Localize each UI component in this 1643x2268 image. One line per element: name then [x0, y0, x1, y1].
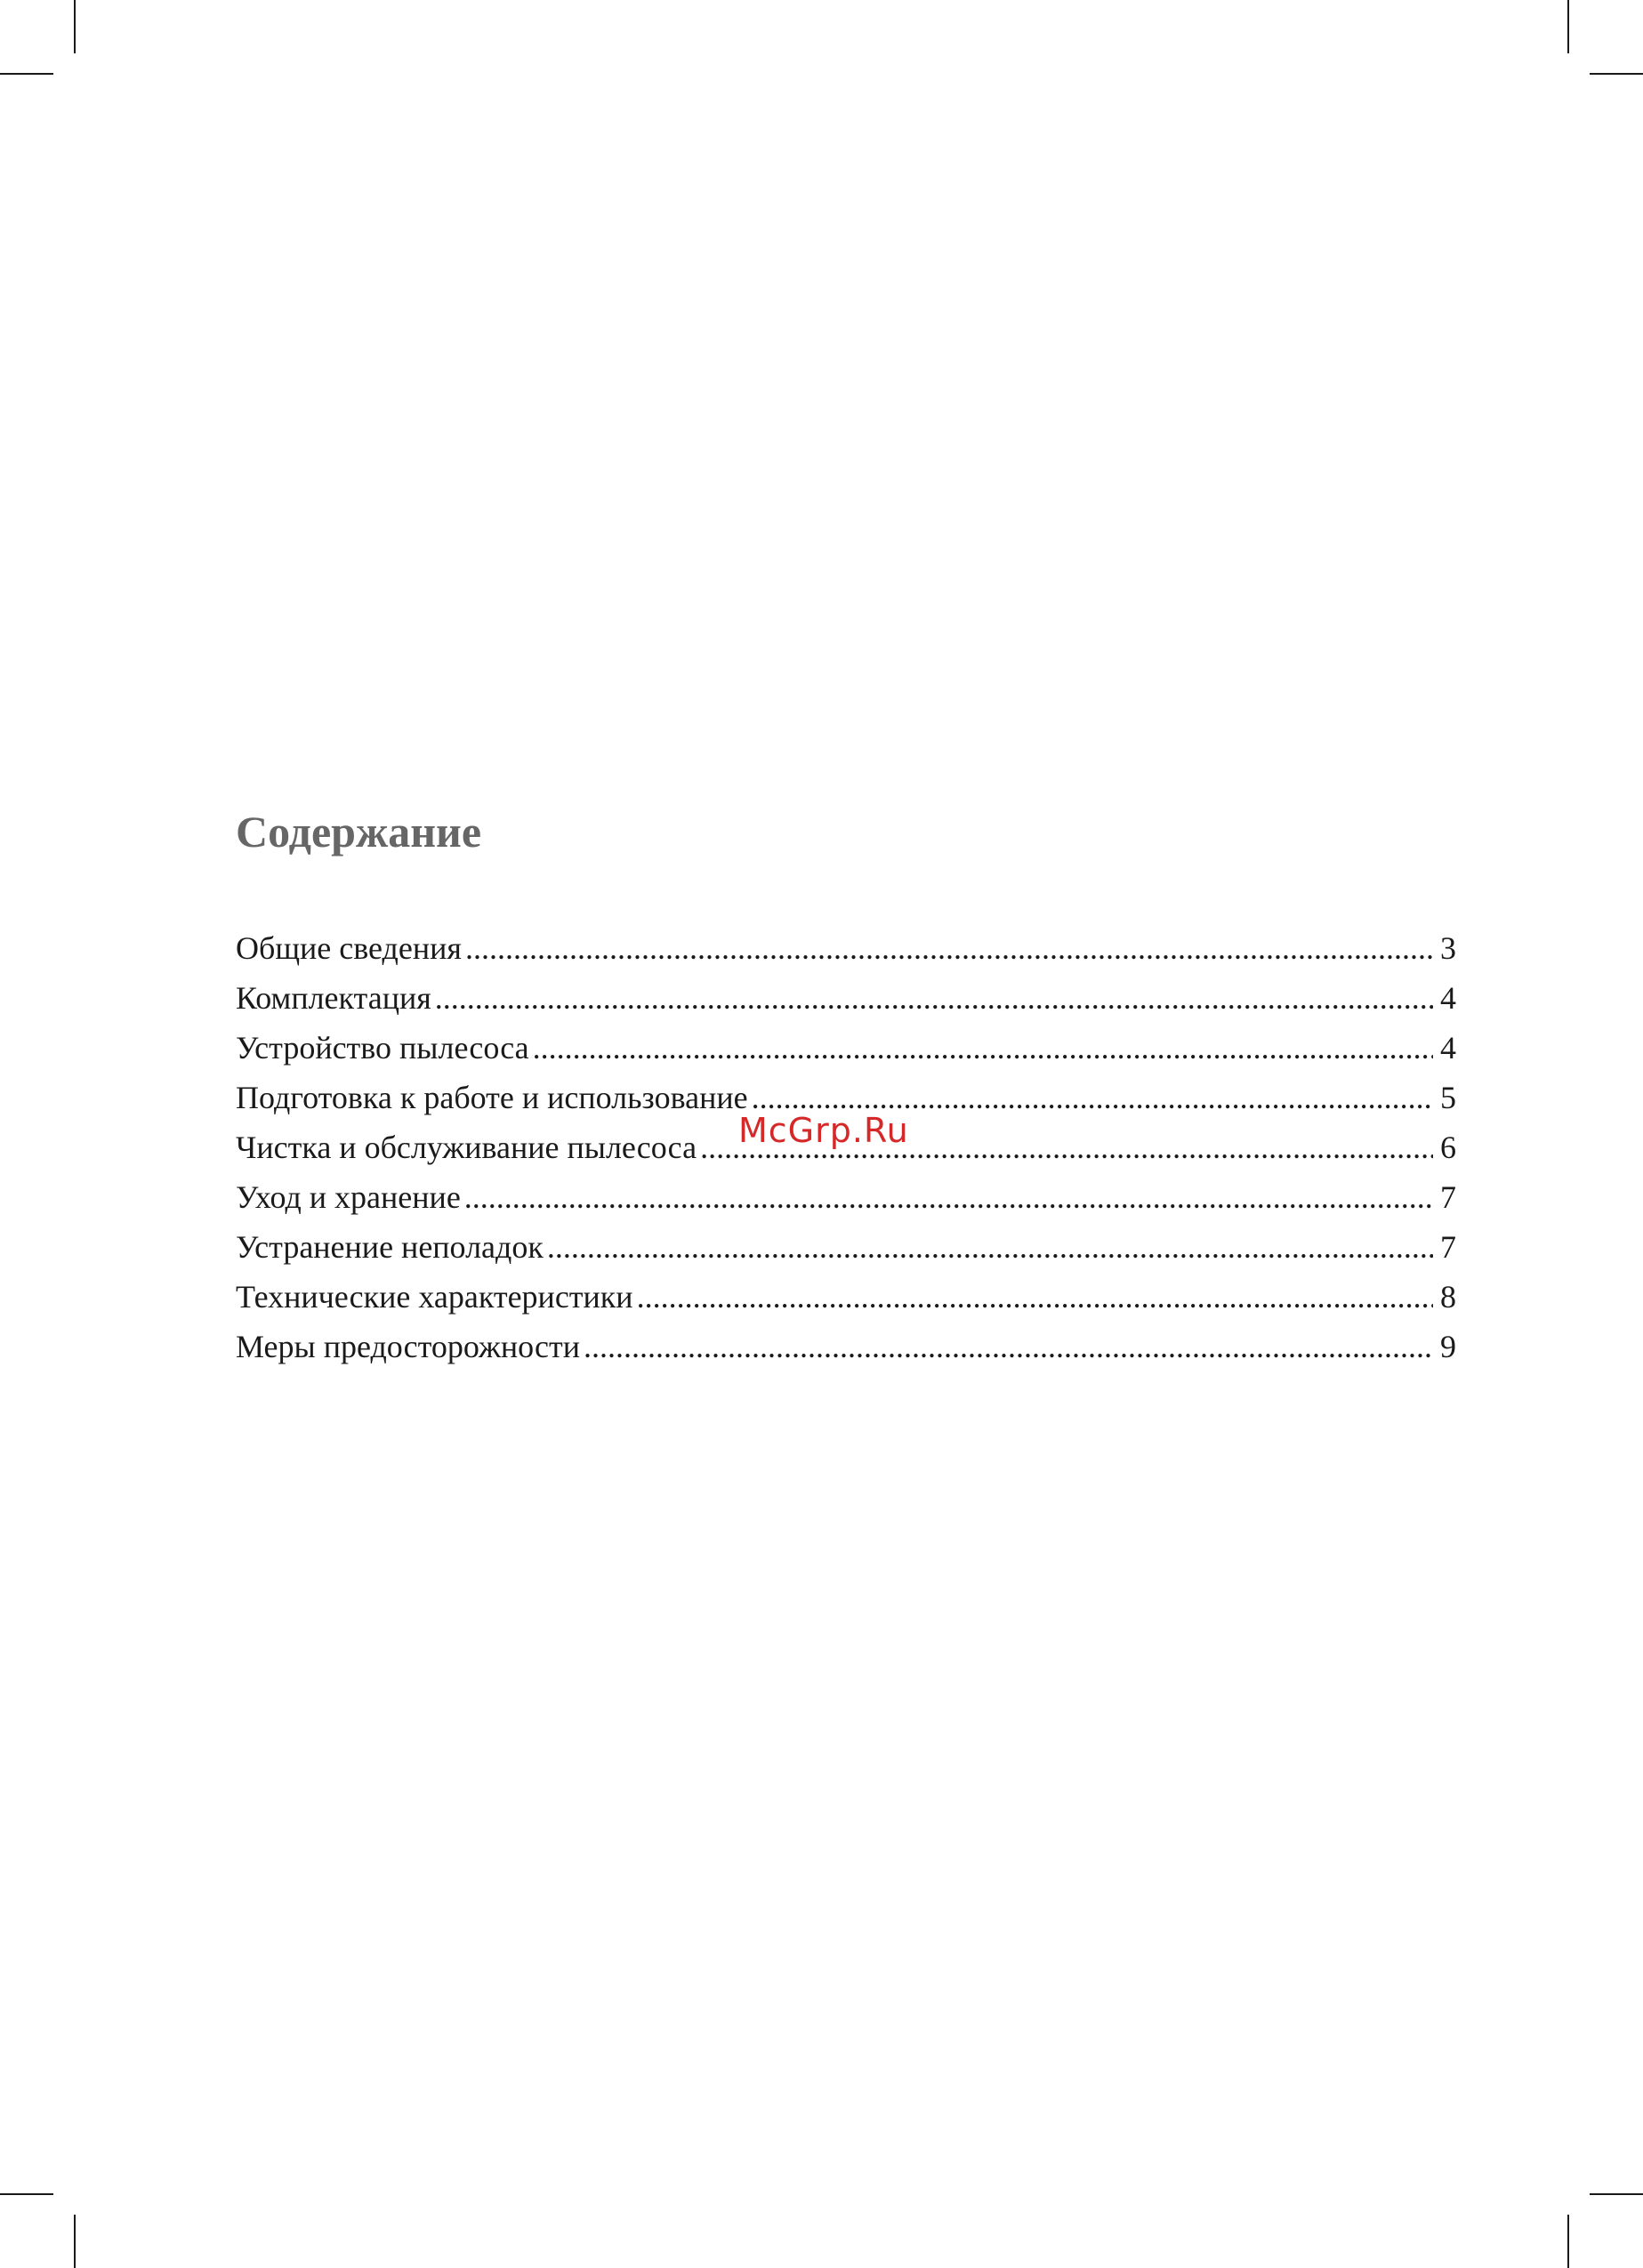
toc-item[interactable] [236, 1272, 1456, 1322]
toc-leader-dots [584, 1322, 1433, 1371]
watermark: McGrp.Ru [738, 1111, 909, 1150]
toc-item[interactable] [236, 1322, 1456, 1371]
toc-item-page: 7 [1440, 1179, 1456, 1215]
crop-mark-top-left-horizontal [0, 73, 53, 75]
crop-mark-bottom-right-vertical [1567, 2215, 1569, 2268]
toc-item-page: 4 [1440, 1030, 1456, 1066]
crop-mark-bottom-left-horizontal [0, 2193, 53, 2195]
toc-item-label: Чистка и обслуживание пылесоса [236, 1130, 697, 1165]
toc-item[interactable] [236, 1023, 1456, 1073]
toc-title: Содержание [236, 807, 482, 857]
toc-item-label: Устранение неполадок [236, 1229, 544, 1265]
crop-mark-top-right-vertical [1567, 0, 1569, 53]
toc-item[interactable] [236, 1172, 1456, 1222]
toc-item[interactable] [236, 923, 1456, 973]
toc-item-label: Меры предосторожности [236, 1329, 581, 1364]
toc-item-page: 9 [1440, 1329, 1456, 1364]
toc-item[interactable] [236, 973, 1456, 1023]
crop-mark-top-right-horizontal [1590, 73, 1643, 75]
toc-item-page: 6 [1440, 1130, 1456, 1165]
toc-item-page: 8 [1440, 1279, 1456, 1315]
crop-mark-bottom-right-horizontal [1590, 2193, 1643, 2195]
toc-item-page: 4 [1440, 980, 1456, 1016]
toc-leader-dots [637, 1272, 1433, 1322]
toc-item-page: 5 [1440, 1080, 1456, 1115]
toc-item-label: Подготовка к работе и использование [236, 1080, 748, 1115]
crop-mark-top-left-vertical [74, 0, 76, 53]
toc-leader-dots [465, 923, 1433, 973]
toc-leader-dots [435, 973, 1433, 1023]
toc-item-label: Устройство пылесоса [236, 1030, 529, 1066]
toc-item-page: 7 [1440, 1229, 1456, 1265]
toc-item-label: Комплектация [236, 980, 431, 1016]
toc-leader-dots [547, 1222, 1433, 1272]
toc-item-label: Общие сведения [236, 930, 462, 966]
toc-leader-dots [464, 1172, 1433, 1222]
toc-item-label: Уход и хранение [236, 1179, 461, 1215]
toc-leader-dots [533, 1023, 1433, 1073]
toc-item-label: Технические характеристики [236, 1279, 633, 1315]
toc-item[interactable] [236, 1222, 1456, 1272]
toc-item-page: 3 [1440, 930, 1456, 966]
crop-mark-bottom-left-vertical [74, 2215, 76, 2268]
